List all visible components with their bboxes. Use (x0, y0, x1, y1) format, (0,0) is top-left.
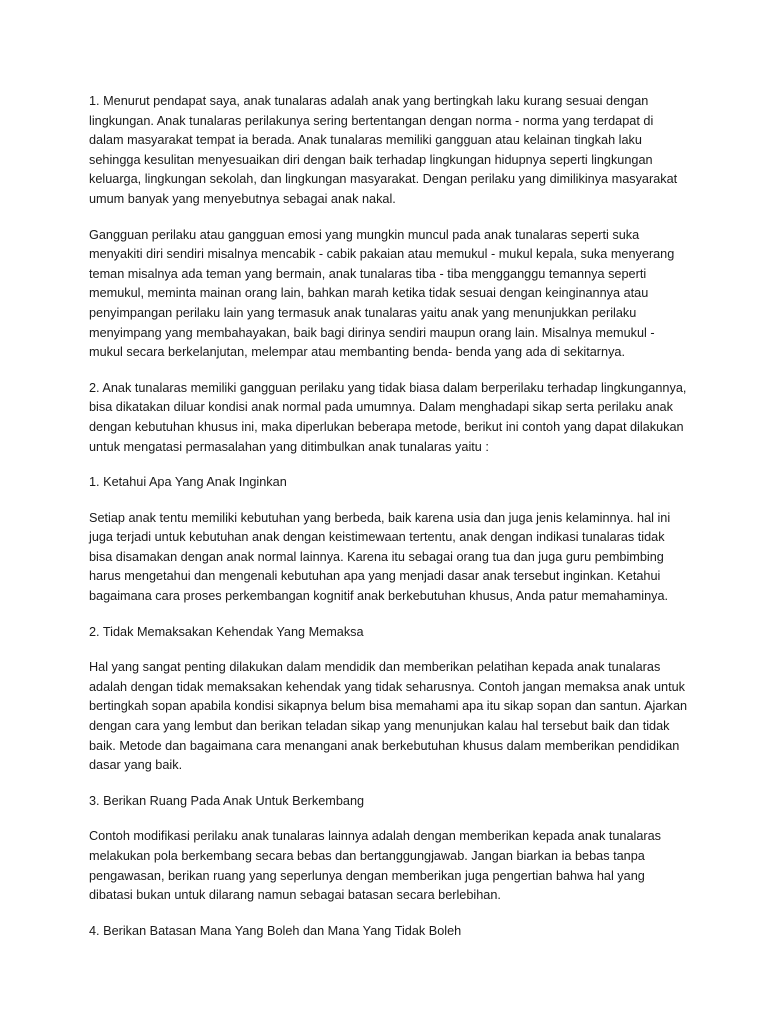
section-heading: 2. Tidak Memaksakan Kehendak Yang Memaksa (89, 624, 364, 639)
section-heading: 3. Berikan Ruang Pada Anak Untuk Berkembang (89, 793, 365, 808)
paragraph: Contoh modifikasi perilaku anak tunalaras lainnya adalah dengan memberikan kepada anak tunalaras melakukan pola berkembang secara bebas dan bertanggungjawab. Jangan biarkan ia bebas tanpa pengawasan, berikan ruang yang seperlunya dengan memberikan juga pengertian bahwa hal yang dibatasi bukan untuk dilarang namun sebagai batasan secara berlebihan. (89, 829, 662, 903)
section-heading: 4. Berikan Batasan Mana Yang Boleh dan Mana Yang Tidak Boleh (89, 923, 462, 938)
paragraph: 1. Menurut pendapat saya, anak tunalaras adalah anak yang bertingkah laku kurang sesuai dengan lingkungan. Anak tunalaras perilakunya sering bertentangan dengan norma - norma yang terdapat di dalam masyarakat tempat ia berada. Anak tunalaras memiliki gangguan atau kelainan tingkah laku sehingga kesulitan menyesuaikan diri dengan baik terhadap lingkungan hidupnya seperti lingkungan keluarga, lingkungan sekolah, dan lingkungan masyarakat. Dengan perilaku yang dimilikinya masyarakat umum banyak yang menyebutnya sebagai anak nakal. (89, 94, 678, 206)
paragraph: 2. Anak tunalaras memiliki gangguan perilaku yang tidak biasa dalam berperilaku terhadap lingkungannya, bisa dikatakan diluar kondisi anak normal pada umumnya. Dalam menghadapi sikap serta perilaku anak dengan kebutuhan khusus ini, maka diperlukan beberapa metode, berikut ini contoh yang dapat dilakukan untuk mengatasi permasalahan yang ditimbulkan anak tunalaras yaitu : (89, 380, 687, 454)
paragraph: Setiap anak tentu memiliki kebutuhan yang berbeda, baik karena usia dan juga jenis kelaminnya. hal ini juga terjadi untuk kebutuhan anak dengan keistimewaan tertentu, anak dengan indikasi tunalaras tidak bisa disamakan dengan anak normal lainnya. Karena itu sebagai orang tua dan juga guru pembimbing harus mengetahui dan mengenali kebutuhan apa yang menjadi dasar anak tersebut inginkan. Ketahui bagaimana cara proses perkembangan kognitif anak berkebutuhan khusus, Anda patur memahaminya. (89, 510, 671, 604)
document-page (89, 92, 689, 957)
paragraph: Hal yang sangat penting dilakukan dalam mendidik dan memberikan pelatihan kepada anak tunalaras adalah dengan tidak memaksakan kehendak yang tidak seharusnya. Contoh jangan memaksa anak untuk bertingkah sopan apabila kondisi sikapnya belum bisa memahami apa itu sikap sopan dan santun. Ajarkan dengan cara yang lembut dan berikan teladan sikap yang menunjukan kalau hal tersebut baik dan tidak baik. Metode dan bagaimana cara menangani anak berkebutuhan khusus dalam memberikan pendidikan dasar yang baik. (89, 660, 688, 773)
section-heading: 1. Ketahui Apa Yang Anak Inginkan (89, 475, 287, 490)
paragraph: Gangguan perilaku atau gangguan emosi yang mungkin muncul pada anak tunalaras seperti suka menyakiti diri sendiri misalnya mencabik - cabik pakaian atau memukul - mukul kepala, suka menyerang teman misalnya ada teman yang bermain, anak tunalaras tiba - tiba mengganggu temannya seperti memukul, meminta mainan orang lain, bahkan marah ketika tidak sesuai dengan keinginannya atau penyimpangan perilaku lain yang termasuk anak tunalaras yaitu anak yang menunjukkan perilaku menyimpang yang membahayakan, baik bagi dirinya sendiri maupun orang lain. Misalnya memukul - mukul secara berkelanjutan, melempar atau membanting benda- benda yang ada di sekitarnya. (89, 227, 675, 360)
